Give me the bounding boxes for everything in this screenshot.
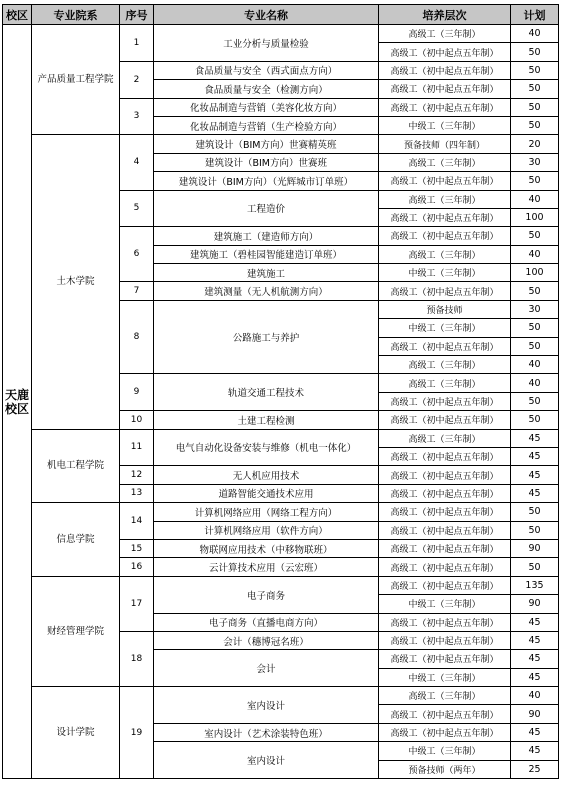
plan-cell: 50 (511, 411, 559, 429)
major-cell: 会计（穗博冠名班） (154, 631, 379, 649)
level-cell: 高级工（初中起点五年制） (379, 466, 511, 484)
plan-cell: 45 (511, 429, 559, 447)
plan-cell: 50 (511, 558, 559, 576)
major-cell: 室内设计（艺术涂装特色班） (154, 723, 379, 741)
plan-cell: 25 (511, 760, 559, 778)
table-header-row (3, 5, 559, 25)
header-level: 培养层次 (379, 5, 511, 25)
plan-cell: 20 (511, 135, 559, 153)
table-row (3, 135, 559, 153)
level-cell: 中级工（三年制） (379, 264, 511, 282)
plan-cell: 40 (511, 25, 559, 43)
plan-cell: 45 (511, 668, 559, 686)
table-body (3, 25, 559, 779)
major-cell: 化妆品制造与营销（生产检验方向） (154, 116, 379, 134)
major-cell: 轨道交通工程技术 (154, 374, 379, 411)
plan-cell: 100 (511, 264, 559, 282)
level-cell: 中级工（三年制） (379, 319, 511, 337)
level-cell: 高级工（初中起点五年制） (379, 539, 511, 557)
level-cell: 高级工（初中起点五年制） (379, 392, 511, 410)
level-cell: 高级工（初中起点五年制） (379, 43, 511, 61)
plan-cell: 135 (511, 576, 559, 594)
level-cell: 高级工（初中起点五年制） (379, 558, 511, 576)
major-cell: 云计算技术应用（云宏班） (154, 558, 379, 576)
level-cell: 预备技师（四年制） (379, 135, 511, 153)
seq-cell: 10 (120, 411, 154, 429)
plan-cell: 50 (511, 337, 559, 355)
plan-cell: 45 (511, 723, 559, 741)
level-cell: 高级工（三年制） (379, 245, 511, 263)
level-cell: 高级工（初中起点五年制） (379, 447, 511, 465)
major-cell: 建筑施工 (154, 264, 379, 282)
major-cell: 室内设计 (154, 742, 379, 779)
plan-cell: 50 (511, 521, 559, 539)
header-campus: 校区 (3, 5, 32, 25)
level-cell: 高级工（初中起点五年制） (379, 705, 511, 723)
plan-cell: 50 (511, 392, 559, 410)
level-cell: 高级工（初中起点五年制） (379, 484, 511, 502)
seq-cell: 11 (120, 429, 154, 466)
plan-cell: 90 (511, 705, 559, 723)
seq-cell: 18 (120, 631, 154, 686)
seq-cell: 2 (120, 61, 154, 98)
level-cell: 高级工（初中起点五年制） (379, 98, 511, 116)
plan-cell: 45 (511, 484, 559, 502)
major-cell: 化妆品制造与营销（美容化妆方向） (154, 98, 379, 116)
major-cell: 工程造价 (154, 190, 379, 227)
level-cell: 高级工（初中起点五年制） (379, 282, 511, 300)
level-cell: 高级工（初中起点五年制） (379, 631, 511, 649)
seq-cell: 5 (120, 190, 154, 227)
level-cell: 高级工（初中起点五年制） (379, 576, 511, 594)
plan-cell: 45 (511, 650, 559, 668)
plan-cell: 30 (511, 300, 559, 318)
department-cell: 财经管理学院 (32, 576, 120, 686)
plan-cell: 40 (511, 356, 559, 374)
major-cell: 计算机网络应用（网络工程方向） (154, 503, 379, 521)
major-cell: 建筑设计（BIM方向）（光辉城市订单班） (154, 172, 379, 190)
major-cell: 建筑设计（BIM方向）世赛班 (154, 153, 379, 171)
major-cell: 建筑测量（无人机航测方向） (154, 282, 379, 300)
major-cell: 工业分析与质量检验 (154, 25, 379, 62)
level-cell: 高级工（初中起点五年制） (379, 503, 511, 521)
department-cell: 机电工程学院 (32, 429, 120, 503)
seq-cell: 12 (120, 466, 154, 484)
major-cell: 物联网应用技术（中移物联班） (154, 539, 379, 557)
plan-cell: 50 (511, 172, 559, 190)
plan-cell: 90 (511, 539, 559, 557)
level-cell: 高级工（初中起点五年制） (379, 172, 511, 190)
plan-cell: 45 (511, 466, 559, 484)
header-plan: 计划 (511, 5, 559, 25)
level-cell: 高级工（初中起点五年制） (379, 227, 511, 245)
plan-cell: 40 (511, 374, 559, 392)
seq-cell: 16 (120, 558, 154, 576)
table-row (3, 503, 559, 521)
header-major: 专业名称 (154, 5, 379, 25)
seq-cell: 4 (120, 135, 154, 190)
level-cell: 高级工（初中起点五年制） (379, 61, 511, 79)
major-cell: 计算机网络应用（软件方向） (154, 521, 379, 539)
level-cell: 高级工（三年制） (379, 374, 511, 392)
level-cell: 高级工（初中起点五年制） (379, 723, 511, 741)
major-cell: 建筑设计（BIM方向）世赛精英班 (154, 135, 379, 153)
level-cell: 高级工（初中起点五年制） (379, 208, 511, 226)
plan-cell: 50 (511, 319, 559, 337)
seq-cell: 1 (120, 25, 154, 62)
plan-cell: 90 (511, 595, 559, 613)
level-cell: 中级工（三年制） (379, 668, 511, 686)
seq-cell: 15 (120, 539, 154, 557)
header-department: 专业院系 (32, 5, 120, 25)
enrollment-plan-table (2, 4, 559, 779)
level-cell: 高级工（初中起点五年制） (379, 80, 511, 98)
plan-cell: 50 (511, 98, 559, 116)
plan-cell: 50 (511, 61, 559, 79)
seq-cell: 9 (120, 374, 154, 411)
table-row (3, 25, 559, 43)
level-cell: 高级工（三年制） (379, 153, 511, 171)
plan-cell: 50 (511, 43, 559, 61)
plan-cell: 45 (511, 613, 559, 631)
level-cell: 高级工（三年制） (379, 429, 511, 447)
plan-cell: 50 (511, 282, 559, 300)
level-cell: 高级工（初中起点五年制） (379, 337, 511, 355)
seq-cell: 7 (120, 282, 154, 300)
level-cell: 中级工（三年制） (379, 595, 511, 613)
level-cell: 中级工（三年制） (379, 116, 511, 134)
major-cell: 室内设计 (154, 687, 379, 724)
major-cell: 道路智能交通技术应用 (154, 484, 379, 502)
plan-cell: 50 (511, 116, 559, 134)
major-cell: 会计 (154, 650, 379, 687)
level-cell: 高级工（初中起点五年制） (379, 650, 511, 668)
major-cell: 电子商务（直播电商方向） (154, 613, 379, 631)
department-cell: 土木学院 (32, 135, 120, 429)
plan-cell: 40 (511, 687, 559, 705)
seq-cell: 8 (120, 300, 154, 374)
major-cell: 建筑施工（建造师方向） (154, 227, 379, 245)
level-cell: 高级工（初中起点五年制） (379, 613, 511, 631)
plan-cell: 30 (511, 153, 559, 171)
department-cell: 信息学院 (32, 503, 120, 577)
plan-cell: 45 (511, 631, 559, 649)
level-cell: 高级工（三年制） (379, 356, 511, 374)
seq-cell: 19 (120, 687, 154, 779)
level-cell: 预备技师（两年） (379, 760, 511, 778)
department-cell: 设计学院 (32, 687, 120, 779)
level-cell: 高级工（三年制） (379, 687, 511, 705)
major-cell: 公路施工与养护 (154, 300, 379, 374)
enrollment-plan-table-container (2, 4, 562, 779)
plan-cell: 50 (511, 503, 559, 521)
major-cell: 电子商务 (154, 576, 379, 613)
plan-cell: 40 (511, 190, 559, 208)
plan-cell: 45 (511, 742, 559, 760)
level-cell: 中级工（三年制） (379, 742, 511, 760)
major-cell: 食品质量与安全（西式面点方向） (154, 61, 379, 79)
major-cell: 电气自动化设备安装与维修（机电一体化） (154, 429, 379, 466)
level-cell: 高级工（初中起点五年制） (379, 411, 511, 429)
plan-cell: 40 (511, 245, 559, 263)
table-row (3, 687, 559, 705)
major-cell: 食品质量与安全（检测方向） (154, 80, 379, 98)
major-cell: 建筑施工（碧桂园智能建造订单班） (154, 245, 379, 263)
seq-cell: 13 (120, 484, 154, 502)
level-cell: 高级工（三年制） (379, 25, 511, 43)
level-cell: 预备技师 (379, 300, 511, 318)
seq-cell: 14 (120, 503, 154, 540)
plan-cell: 50 (511, 227, 559, 245)
plan-cell: 100 (511, 208, 559, 226)
header-seq: 序号 (120, 5, 154, 25)
seq-cell: 17 (120, 576, 154, 631)
seq-cell: 3 (120, 98, 154, 135)
major-cell: 土建工程检测 (154, 411, 379, 429)
plan-cell: 45 (511, 447, 559, 465)
major-cell: 无人机应用技术 (154, 466, 379, 484)
plan-cell: 50 (511, 80, 559, 98)
seq-cell: 6 (120, 227, 154, 282)
campus-cell: 天鹿校区 (3, 25, 32, 779)
level-cell: 高级工（初中起点五年制） (379, 521, 511, 539)
table-row (3, 429, 559, 447)
table-row (3, 576, 559, 594)
department-cell: 产品质量工程学院 (32, 25, 120, 135)
level-cell: 高级工（三年制） (379, 190, 511, 208)
